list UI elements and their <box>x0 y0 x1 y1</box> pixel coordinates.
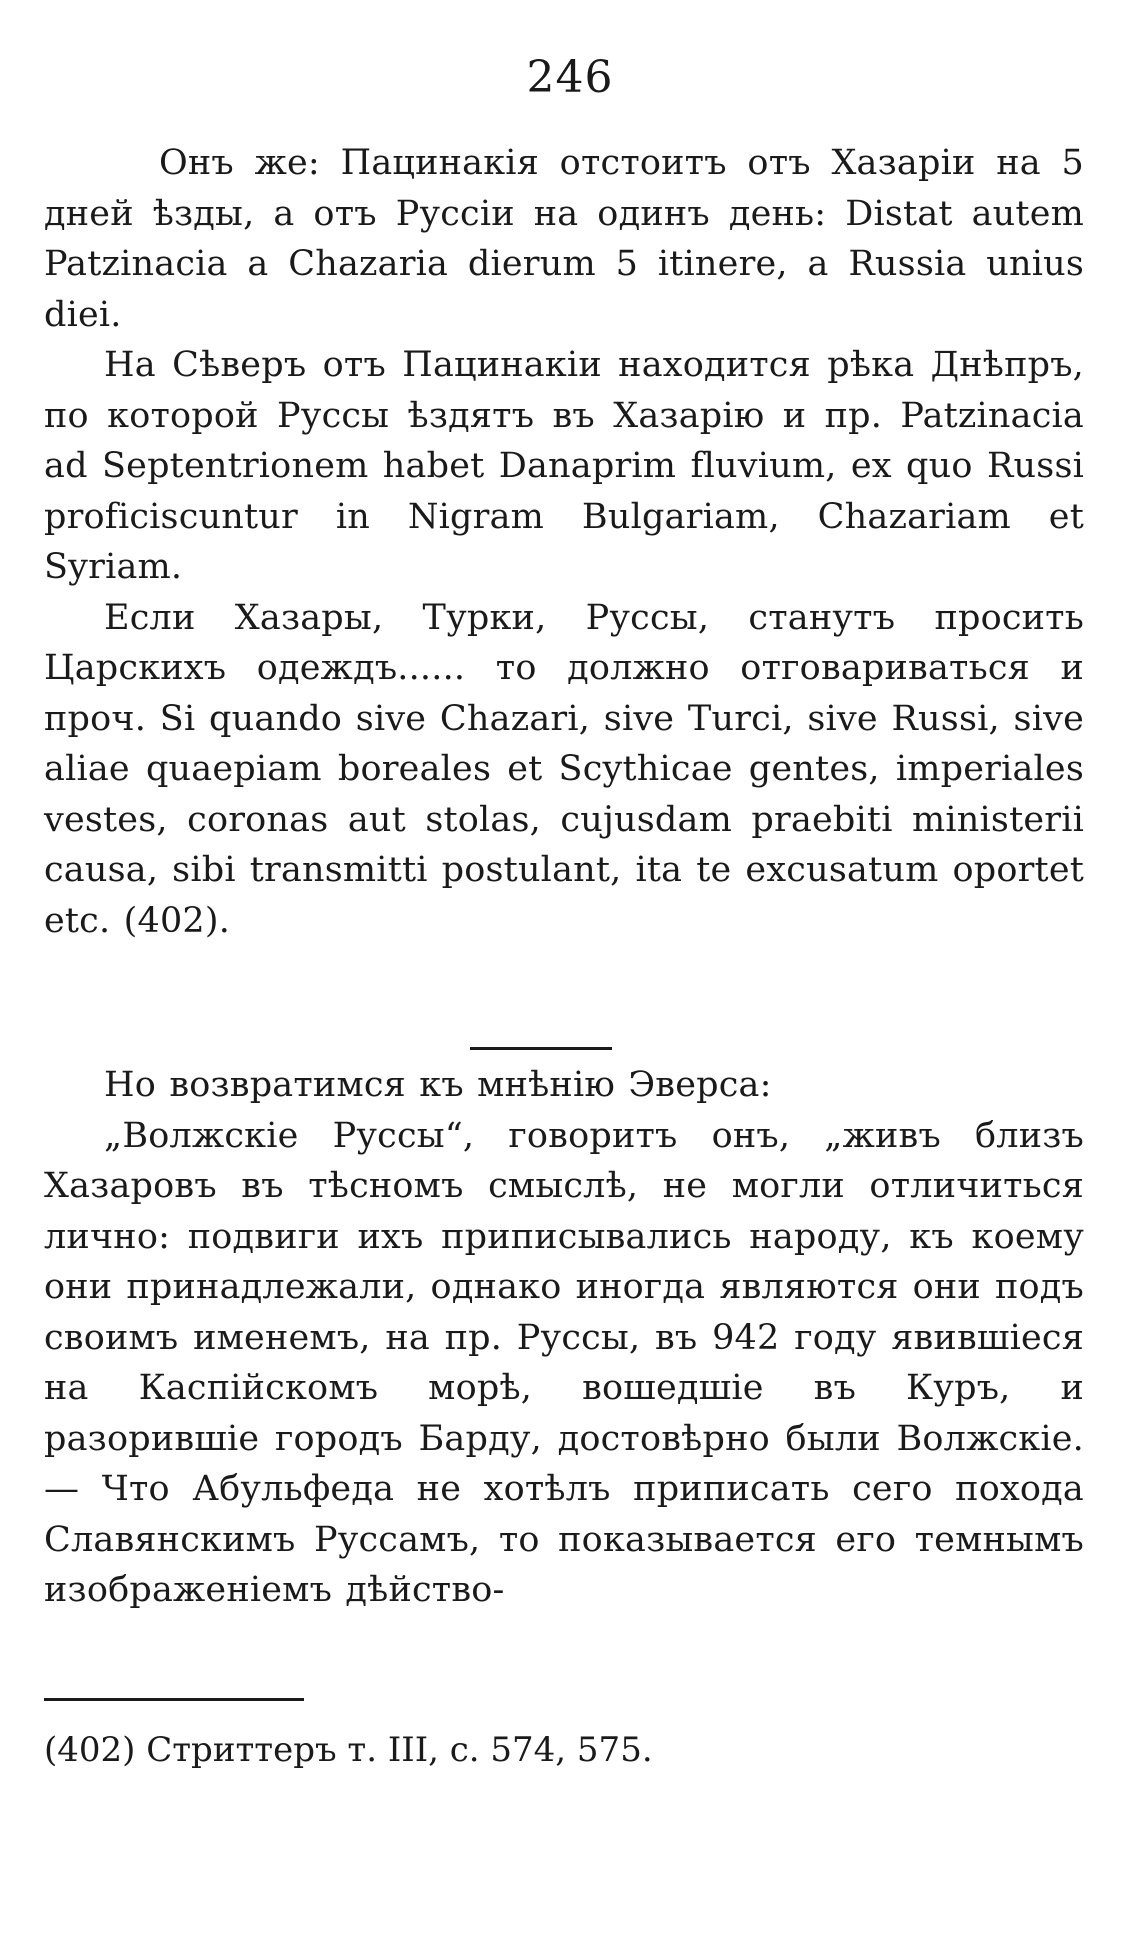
footnote: (402) Стриттеръ т. III, с. 574, 575. <box>44 1730 653 1770</box>
paragraph-garments: Если Хазары, Турки, Руссы, станутъ просить Царскихъ одеждъ...... то должно отговариваться и проч. Si quando sive Chazari, sive Turci, sive Russi, sive aliae quaepiam boreales et Scythicae gentes, imperiales vestes, coronas aut stolas, cujusdam praebiti ministerii causa, sibi transmitti postulant, ita te excusatum oportet etc. (402). <box>44 597 1084 941</box>
paragraph-distances: Онъ же: Пацинакія отстоитъ отъ Хазаріи на 5 дней ѣзды, а отъ Руссіи на одинъ день: Distat autem Patzinacia a Chazaria dierum 5 itinere, a Russia unius diei. <box>44 143 1084 335</box>
paragraph-evers-intro: Но возвратимся къ мнѣнію Эверса: <box>104 1065 772 1105</box>
paragraph-evers-quote: „Волжскіе Руссы“, говоритъ онъ, „живъ близъ Хазаровъ въ тѣсномъ смыслѣ, не могли отличиться лично: подвиги ихъ приписывались народу, къ коему они принадлежали, однако иногда являются они подъ своимъ именемъ, на пр. Руссы, въ 942 году явившіеся на Каспійскомъ морѣ, вошедшіе въ Куръ, и разорившіе городъ Барду, достовѣрно были Волжскіе. — Что Абульфеда не хотѣлъ приписать сего похода Славянскимъ Руссамъ, то показывается его темнымъ изображеніемъ дѣйство- <box>44 1115 1084 1610</box>
section-separator <box>470 1047 612 1050</box>
page-number: 246 <box>526 52 614 103</box>
paragraph-dnieper: На Сѣверъ отъ Пацинакіи находится рѣка Днѣпръ, по которой Руссы ѣздятъ въ Хазарію и пр. Patzinacia ad Septentrionem habet Danaprim fluvium, ex quo Russi proficiscuntur in Nigram Bulgariam, Chazariam et Syriam. <box>44 345 1084 587</box>
main-text-lower <box>44 1060 1084 1616</box>
main-text-upper <box>44 138 1084 946</box>
footnote-separator <box>44 1698 304 1701</box>
